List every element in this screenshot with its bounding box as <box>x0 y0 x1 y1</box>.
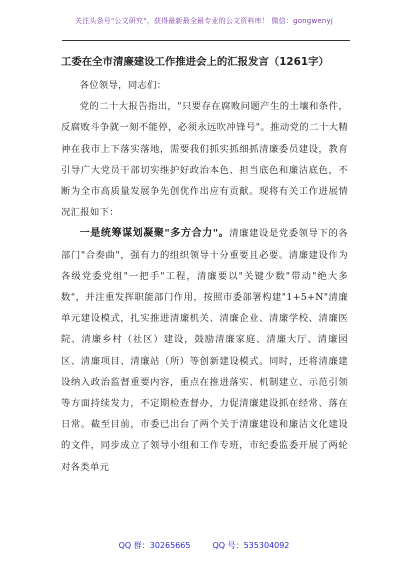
paragraph-section-1 <box>61 223 348 477</box>
footer-qq-group: QQ 群：30265665 <box>118 541 191 550</box>
paragraph-intro: 党的二十大报告指出，"只要存在腐败问题产生的土壤和条件，反腐败斗争就一刻不能停，必须永远吹冲锋号"。推动党的二十大精神在我市上下落实落地，需要我们抓实抓细抓清廉委员建设，教育引导广大党员干部切实维护好政治本色、担当底色和廉洁底色，不断为全市高质量发展争先创优作出应有贡献。现将有关工作进展情况汇报如下： <box>61 101 348 219</box>
header-banner: 关注头条号"公文研究"，获得最新最全最专业的公文资料库！ 微信：gongwenyj <box>74 17 334 25</box>
header-divider <box>62 40 350 41</box>
section-1-body: 清廉建设是党委领导下的各部门"合奏曲"，强有力的组织领导十分重要且必要。清廉建设作为各级党委党组"一把手"工程，清廉要以"关键少数"带动"绝大多数"，并注重发挥职能部门作用，按照市委部署构建"1+5+N"清廉单元建设模式，扎实推进清廉机关、清廉企业、清廉学校、清廉医院、清廉乡村（社区）建设，鼓励清廉家庭、清廉大厅、清廉园区、清廉项目、清廉站（所）等创新建设模式。同时，还将清廉建设纳入政治监督重要内容，重点在推进落实、机制建立、示范引领等方面持续发力，不定期检查督办，力促清廉建设抓在经常、落在日常。截至目前，市委已出台了两个关于清廉建设和廉洁文化建设的文件，同步成立了领导小组和工作专班，市纪委监委开展了两轮对各类单元 <box>61 228 349 473</box>
footer <box>0 540 408 551</box>
section-1-heading: 一是统筹谋划凝聚"多方合力"。 <box>79 228 230 240</box>
footer-qq-number: QQ 号：535304092 <box>212 541 290 550</box>
salutation: 各位领导，同志们： <box>79 80 167 91</box>
document-title: 工委在全市清廉建设工作推进会上的汇报发言（1261字） <box>61 56 329 68</box>
document-body <box>61 55 348 478</box>
